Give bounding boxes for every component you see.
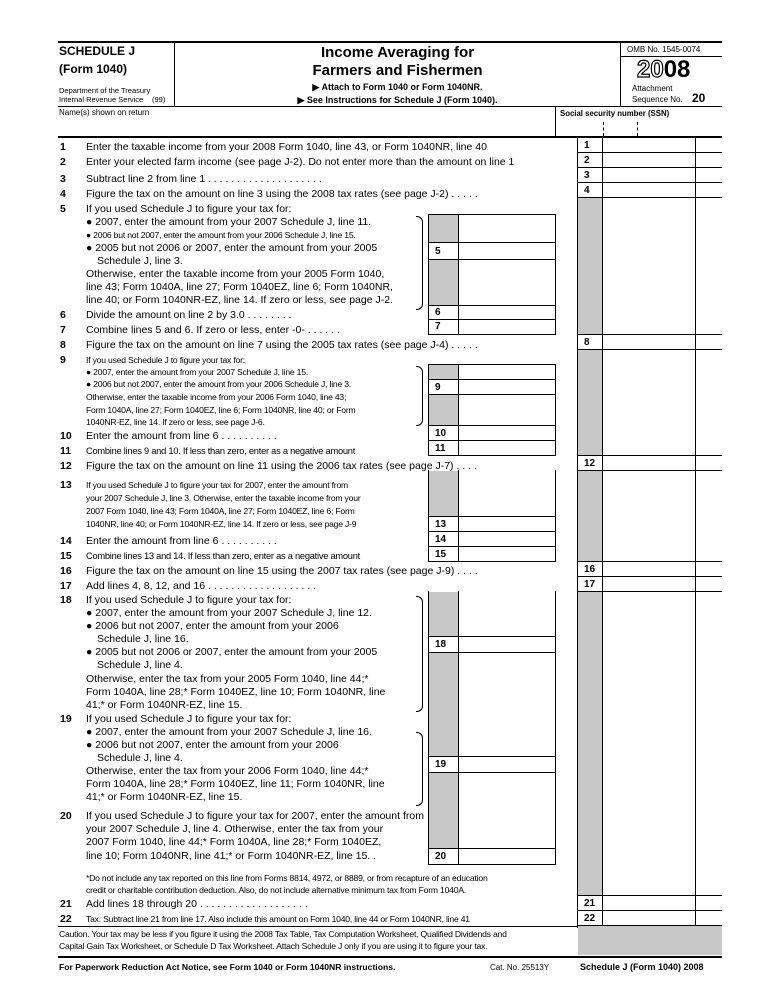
line-9-text-a: If you used Schedule J to figure your tax for: <box>86 355 245 365</box>
box-label-3: 3 <box>584 170 590 181</box>
line-5-text-d: ● 2005 but not 2006 or 2007, enter the amount from your 2005 <box>86 242 378 254</box>
inner-9-mid <box>458 364 459 455</box>
line-20-amount[interactable] <box>460 849 554 863</box>
line-21-amount[interactable] <box>604 896 694 910</box>
brace-19 <box>416 732 423 806</box>
tax-year <box>637 57 690 83</box>
line-12-amount[interactable] <box>604 456 694 470</box>
line-num-8: 8 <box>60 339 66 351</box>
line-9-text-c: ● 2006 but not 2007, enter the amount from your 2006 Schedule J, line 3. <box>86 379 352 389</box>
rule-8 <box>578 349 722 350</box>
top-rule <box>58 41 722 43</box>
schedule-label: SCHEDULE J <box>59 44 136 58</box>
footnote-line1: *Do not include any tax reported on this line from Forms 8814, 4972, or 8889, or from recapture of an education <box>86 873 488 883</box>
line-num-16: 16 <box>60 565 72 577</box>
rule-12 <box>578 470 722 471</box>
sequence-label: Sequence No. <box>632 95 683 104</box>
line-num-6: 6 <box>60 309 66 321</box>
brace-9 <box>416 366 423 426</box>
inner-20-b <box>428 864 556 865</box>
line-5-text-f: Otherwise, enter the taxable income from your 2005 Form 1040, <box>86 268 385 280</box>
line-19-text-e: Otherwise, enter the tax from your 2006 Form 1040, line 44;* <box>86 765 369 777</box>
header-divider-right <box>620 42 621 106</box>
line-9-text-d: Otherwise, enter the taxable income from your 2006 Form 1040, line 43; <box>86 392 347 402</box>
shade-caution <box>578 925 722 955</box>
line-11-text: Combine lines 9 and 10. If less than zero, enter as a negative amount <box>86 446 356 456</box>
line-num-14: 14 <box>60 535 72 547</box>
line-2-text: Enter your elected farm income (see page J-2). Do not enter more than the amount on line 1 <box>86 156 515 168</box>
line-18-text-i: 41;* or Form 1040NR-EZ, line 15. <box>86 699 243 711</box>
box-label-21: 21 <box>584 898 596 909</box>
rule-22 <box>578 925 722 926</box>
line-num-18: 18 <box>60 594 72 606</box>
line-6-amount[interactable] <box>460 306 554 319</box>
shade-18-top <box>429 592 458 636</box>
line-6-text: Divide the amount on line 2 by 3.0 . . . . . . . . <box>86 309 292 321</box>
box-label-1: 1 <box>584 140 590 151</box>
line-1-amount[interactable] <box>604 138 694 152</box>
caution-line1: Caution. Your tax may be less if you figure it using the 2008 Tax Table, Tax Computation Worksheet, Qualified Dividends and <box>59 929 507 939</box>
line-16-text: Figure the tax on the amount on line 15 using the 2007 tax rates (see page J-9) . . . . <box>86 565 478 577</box>
inner-9-toprule <box>428 364 556 365</box>
line-num-4: 4 <box>60 188 66 200</box>
line-num-7: 7 <box>60 324 66 336</box>
line-num-12: 12 <box>60 460 72 472</box>
line-20-text-c: 2007 Form 1040, line 44;* Form 1040A, line 28;* Form 1040EZ, <box>86 836 382 848</box>
line-17-text: Add lines 4, 8, 12, and 16 . . . . . . . . . . . . . . . . . . . <box>86 580 316 592</box>
line-18-text-e: ● 2005 but not 2006 or 2007, enter the amount from your 2005 <box>86 646 378 658</box>
box-label-9: 9 <box>435 382 441 393</box>
line-num-22: 22 <box>60 913 72 925</box>
box-label-15: 15 <box>435 549 447 560</box>
line-18-text-c: ● 2006 but not 2007, enter the amount from your 2006 <box>86 620 339 632</box>
brace-5 <box>416 216 423 310</box>
inner-18-right <box>555 591 556 864</box>
shade-19-20 <box>429 772 458 848</box>
box-label-20: 20 <box>435 851 447 862</box>
line-20-text-b: your 2007 Schedule J, line 4. Otherwise, enter the tax from your <box>86 823 384 835</box>
shade-5-bottom <box>429 259 458 305</box>
shade-9-bottom <box>429 394 458 425</box>
line-num-1: 1 <box>60 141 66 153</box>
name-field[interactable] <box>60 119 550 135</box>
line-num-2: 2 <box>60 156 66 168</box>
line-9-text-b: ● 2007, enter the amount from your 2007 Schedule J, line 15. <box>86 367 309 377</box>
line-18-text-g: Otherwise, enter the tax from your 2005 Form 1040, line 44;* <box>86 673 369 685</box>
line-4-amount[interactable] <box>604 183 694 197</box>
caution-line2: Capital Gain Tax Worksheet, or Schedule D Tax Worksheet. Attach Schedule J only if you are using it to figure your tax. <box>59 941 488 951</box>
tax-year-prefix: 20 <box>637 56 664 83</box>
sequence-number: 20 <box>692 91 706 105</box>
box-label-13: 13 <box>435 519 447 530</box>
line-num-17: 17 <box>60 580 72 592</box>
ssn-divider <box>555 106 556 136</box>
rule-17 <box>578 591 722 592</box>
shade-col-13-15 <box>578 470 602 561</box>
box-label-8: 8 <box>584 337 590 348</box>
department: Department of the Treasury <box>59 86 151 95</box>
inner-15-bottom <box>428 561 556 562</box>
line-22-amount[interactable] <box>604 911 694 925</box>
box-label-7: 7 <box>435 321 441 332</box>
instructions-note: ▶ See Instructions for Schedule J (Form 1040). <box>297 95 498 105</box>
form-number: (Form 1040) <box>59 62 128 76</box>
line-13-amount[interactable] <box>460 517 554 530</box>
col-line-amount <box>602 137 603 928</box>
line-15-text: Combine lines 13 and 14. If less than zero, enter as a negative amount <box>86 551 360 561</box>
line-5-text-b: ● 2007, enter the amount from your 2007 Schedule J, line 11. <box>86 216 372 228</box>
line-num-20: 20 <box>60 810 72 822</box>
line-20-text-d: line 10; Form 1040NR, line 41;* or Form 1040NR-EZ, line 15. . <box>86 850 377 862</box>
shade-5-top <box>429 214 458 242</box>
line-3-amount[interactable] <box>604 168 694 182</box>
line-14-amount[interactable] <box>460 532 554 545</box>
inner-9-right <box>555 364 556 455</box>
inner-5-right <box>555 214 556 334</box>
shade-col-18-20 <box>578 591 602 895</box>
inner-19-b <box>428 772 556 773</box>
attachment-label: Attachment <box>632 84 673 93</box>
omb-number: OMB No. 1545-0074 <box>627 45 701 54</box>
line-11-amount[interactable] <box>460 441 554 454</box>
box-label-16: 16 <box>584 564 596 575</box>
box-label-14: 14 <box>435 534 447 545</box>
paperwork-notice: For Paperwork Reduction Act Notice, see Form 1040 or Form 1040NR instructions. <box>59 962 396 972</box>
line-13-text-b: your 2007 Schedule J, line 3. Otherwise, enter the taxable income from your <box>86 493 361 503</box>
form-title-line2: Farmers and Fishermen <box>312 62 483 79</box>
box-label-5: 5 <box>435 246 441 257</box>
line-5-text-g: line 43; Form 1040A, line 27; Form 1040EZ, line 6; Form 1040NR, <box>86 281 393 293</box>
box-label-18: 18 <box>435 639 447 650</box>
line-9-amount[interactable] <box>460 380 554 393</box>
line-18-text-d: Schedule J, line 16. <box>97 633 189 645</box>
line-num-11: 11 <box>60 445 72 457</box>
shade-13 <box>429 471 458 516</box>
line-10-text: Enter the amount from line 6 . . . . . . . . . . <box>86 430 277 442</box>
line-18-text-f: Schedule J, line 4. <box>97 659 183 671</box>
shade-col-9-11 <box>578 349 602 455</box>
line-num-3: 3 <box>60 173 66 185</box>
box-label-22: 22 <box>584 913 596 924</box>
box-label-10: 10 <box>435 428 447 439</box>
line-19-text-b: ● 2007, enter the amount from your 2007 Schedule J, line 16. <box>86 726 372 738</box>
line-13-text-a: If you used Schedule J to figure your tax for 2007, enter the amount from <box>86 480 348 490</box>
line-5-text-c: ● 2006 but not 2007, enter the amount from your 2006 Schedule J, line 15. <box>86 230 356 240</box>
line-18-amount[interactable] <box>460 637 554 651</box>
line-num-13: 13 <box>60 479 72 491</box>
line-20-text-a: If you used Schedule J to figure your tax for 2007, enter the amount from <box>86 810 424 822</box>
irs: Internal Revenue Service <box>59 95 144 104</box>
line-5-amount[interactable] <box>460 243 554 258</box>
name-label: Name(s) shown on return <box>59 108 150 117</box>
caution-top-rule <box>58 926 578 927</box>
line-19-text-g: 41;* or Form 1040NR-EZ, line 15. <box>86 791 243 803</box>
line-15-amount[interactable] <box>460 547 554 560</box>
line-num-10: 10 <box>60 430 72 442</box>
inner-5-b <box>428 259 556 260</box>
line-12-text: Figure the tax on the amount on line 11 using the 2006 tax rates (see page J-7) . . . . <box>86 460 477 472</box>
inner-7-bottom <box>428 334 556 335</box>
col-line-cents <box>695 137 696 928</box>
ssn-field[interactable] <box>560 121 720 136</box>
line-num-21: 21 <box>60 898 72 910</box>
line-19-amount[interactable] <box>460 757 554 771</box>
line-19-text-f: Form 1040A, line 28;* Form 1040EZ, line 11; Form 1040NR, line <box>86 778 385 790</box>
line-3-text: Subtract line 2 from line 1 . . . . . . . . . . . . . . . . . . . . <box>86 173 322 185</box>
footnote-line2: credit or charitable contribution deduction. Also, do not include alternative minimum tax from Form 1040A. <box>86 885 467 895</box>
line-2-amount[interactable] <box>604 153 694 167</box>
line-18-text-h: Form 1040A, line 28;* Form 1040EZ, line 10; Form 1040NR, line <box>86 686 386 698</box>
rule-4 <box>578 197 722 198</box>
inner-5-toprule <box>428 214 556 215</box>
line-num-15: 15 <box>60 550 72 562</box>
line-9-text-e: Form 1040A, line 27; Form 1040EZ, line 6; Form 1040NR, line 40; or Form <box>86 405 356 415</box>
box-label-2: 2 <box>584 155 590 166</box>
box-label-4: 4 <box>584 185 590 196</box>
footer-rule <box>58 956 722 958</box>
line-1-text: Enter the taxable income from your 2008 Form 1040, line 43, or Form 1040NR, line 40 <box>86 141 487 153</box>
inner-9-b <box>428 394 556 395</box>
shade-9-top <box>429 364 458 379</box>
line-22-text: Tax. Subtract line 21 from line 17. Also include this amount on Form 1040, line 44 or Form 1040NR, line 41 <box>86 914 470 924</box>
line-18-text-b: ● 2007, enter the amount from your 2007 Schedule J, line 12. <box>86 607 372 619</box>
line-10-amount[interactable] <box>460 426 554 439</box>
line-13-text-c: 2007 Form 1040, line 43; Form 1040A, line 27; Form 1040EZ, line 6; Form <box>86 506 355 516</box>
name-row-top <box>58 106 722 107</box>
line-4-text: Figure the tax on the amount on line 3 using the 2008 tax rates (see page J-2) . . . . . <box>86 188 478 200</box>
box-label-12: 12 <box>584 458 596 469</box>
brace-18 <box>416 596 423 712</box>
shade-18-19 <box>429 652 458 756</box>
box-label-17: 17 <box>584 579 596 590</box>
inner-18-mid <box>458 591 459 864</box>
inner-11-bottom <box>428 455 556 456</box>
box-label-19: 19 <box>435 759 447 770</box>
inner-5-mid <box>458 214 459 334</box>
irs-code: (99) <box>152 95 166 104</box>
line-16-amount[interactable] <box>604 562 694 576</box>
ssn-label: Social security number (SSN) <box>560 109 670 118</box>
line-5-text-e: Schedule J, line 3. <box>97 255 183 267</box>
line-9-text-f: 1040NR-EZ, line 14. If zero or less, see page J-6. <box>86 417 265 427</box>
line-19-text-d: Schedule J, line 4. <box>97 752 183 764</box>
form-footer-id: Schedule J (Form 1040) 2008 <box>580 962 704 972</box>
line-7-amount[interactable] <box>460 320 554 333</box>
line-num-19: 19 <box>60 713 72 725</box>
line-7-text: Combine lines 5 and 6. If zero or less, enter -0- . . . . . . <box>86 324 340 336</box>
tax-year-suffix: 08 <box>663 56 691 83</box>
shade-col-5-7 <box>578 198 602 334</box>
box-label-11: 11 <box>435 443 446 454</box>
line-19-text-a: If you used Schedule J to figure your tax for: <box>86 713 292 725</box>
line-14-text: Enter the amount from line 6 . . . . . . . . . . <box>86 535 277 547</box>
inner-18-b <box>428 652 556 653</box>
line-num-9: 9 <box>60 354 66 366</box>
line-5-text-a: If you used Schedule J to figure your tax for: <box>86 203 292 215</box>
line-8-text: Figure the tax on the amount on line 7 using the 2005 tax rates (see page J-4) . . . . . <box>86 339 478 351</box>
line-18-text-a: If you used Schedule J to figure your tax for: <box>86 594 292 606</box>
line-13-text-d: 1040NR, line 40; or Form 1040NR-EZ, line 14. If zero or less, see page J-9 <box>86 519 357 529</box>
line-5-text-h: line 40; or Form 1040NR-EZ, line 14. If zero or less, see page J-2. <box>86 294 393 306</box>
form-title-line1: Income Averaging for <box>320 44 475 61</box>
line-num-5: 5 <box>60 203 66 215</box>
box-label-6: 6 <box>435 307 441 318</box>
catalog-number: Cat. No. 25513Y <box>490 963 550 972</box>
line-21-text: Add lines 18 through 20 . . . . . . . . . . . . . . . . . . . <box>86 898 308 910</box>
line-19-text-c: ● 2006 but not 2007, enter the amount from your 2006 <box>86 739 339 751</box>
attach-note: ▶ Attach to Form 1040 or Form 1040NR. <box>312 82 483 92</box>
line-17-amount[interactable] <box>604 577 694 591</box>
line-8-amount[interactable] <box>604 335 694 349</box>
